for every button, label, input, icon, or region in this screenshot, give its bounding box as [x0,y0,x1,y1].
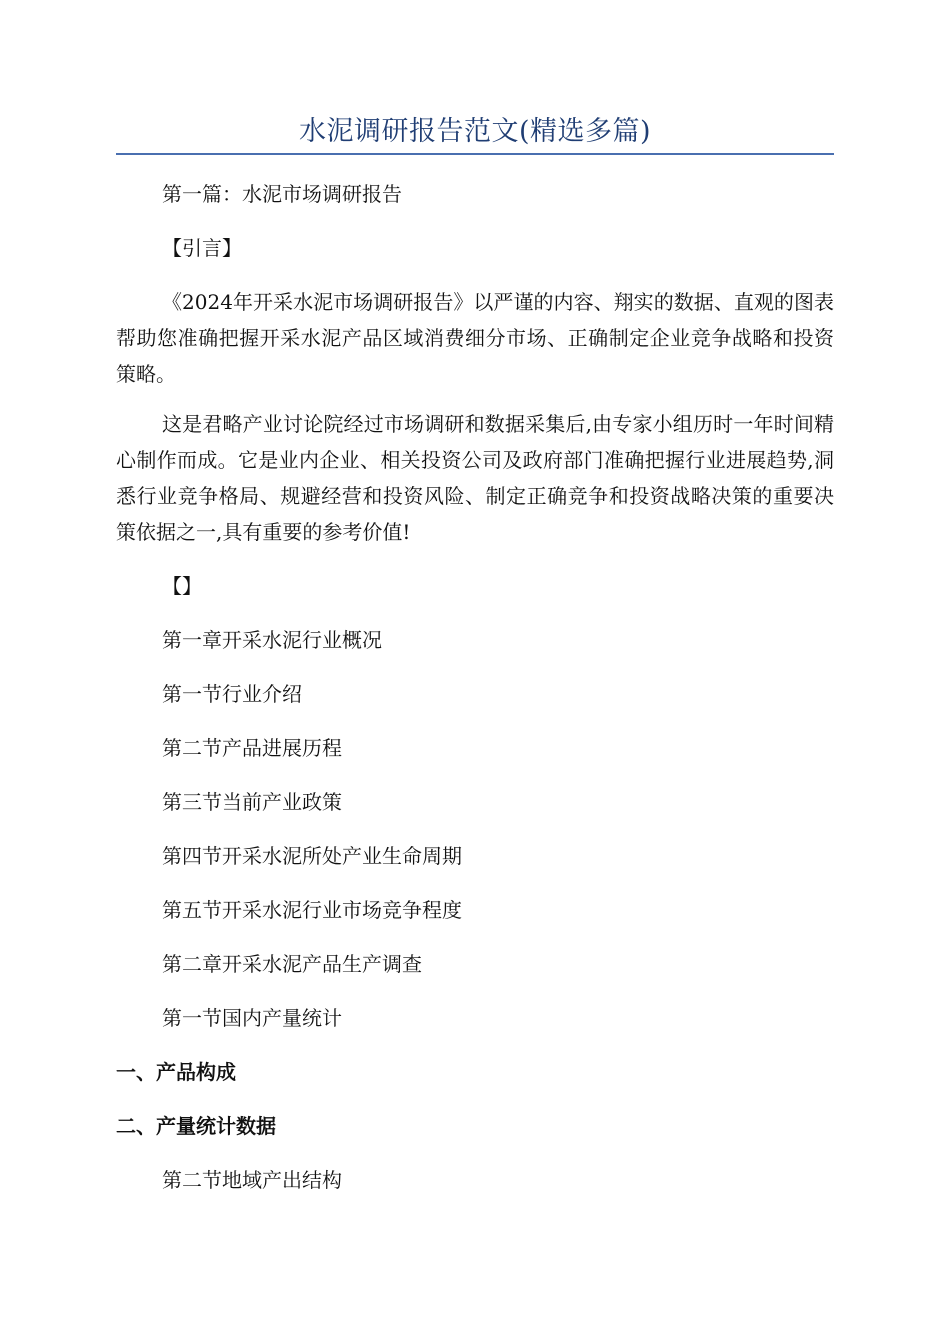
body-paragraph: 这是君略产业讨论院经过市场调研和数据采集后,由专家小组历时一年时间精心制作而成。它是业内企业、相关投资公司及政府部门准确把握行业进展趋势,洞悉行业竞争格局、规避经营和投资风险、制定正确竞争和投资战略决策的重要决策依据之一,具有重要的参考价值! [116,412,834,544]
subsection-heading: 二、产量统计数据 [116,1114,276,1138]
bracket-heading: 【】 [162,574,202,598]
toc-item: 第四节开采水泥所处产业生命周期 [162,844,462,868]
toc-item: 第五节开采水泥行业市场竞争程度 [162,898,462,922]
toc-item: 第三节当前产业政策 [162,790,342,814]
toc-item: 第二节产品进展历程 [162,736,342,760]
toc-item: 第二节地域产出结构 [162,1168,342,1192]
document-title: 水泥调研报告范文(精选多篇) [298,116,652,147]
title-underline [116,153,834,155]
intro-heading: 【引言】 [162,236,242,260]
section-heading: 第一篇：水泥市场调研报告 [162,182,402,206]
toc-item: 第二章开采水泥产品生产调查 [162,952,422,976]
subsection-heading: 一、产品构成 [116,1060,236,1084]
toc-item: 第一章开采水泥行业概况 [162,628,382,652]
toc-item: 第一节国内产量统计 [162,1006,342,1030]
body-paragraph: 《2024年开采水泥市场调研报告》以严谨的内容、翔实的数据、直观的图表帮助您准确把握开采水泥产品区域消费细分市场、正确制定企业竞争战略和投资策略。 [116,290,834,386]
document-body [116,176,834,1198]
toc-item: 第一节行业介绍 [162,682,302,706]
